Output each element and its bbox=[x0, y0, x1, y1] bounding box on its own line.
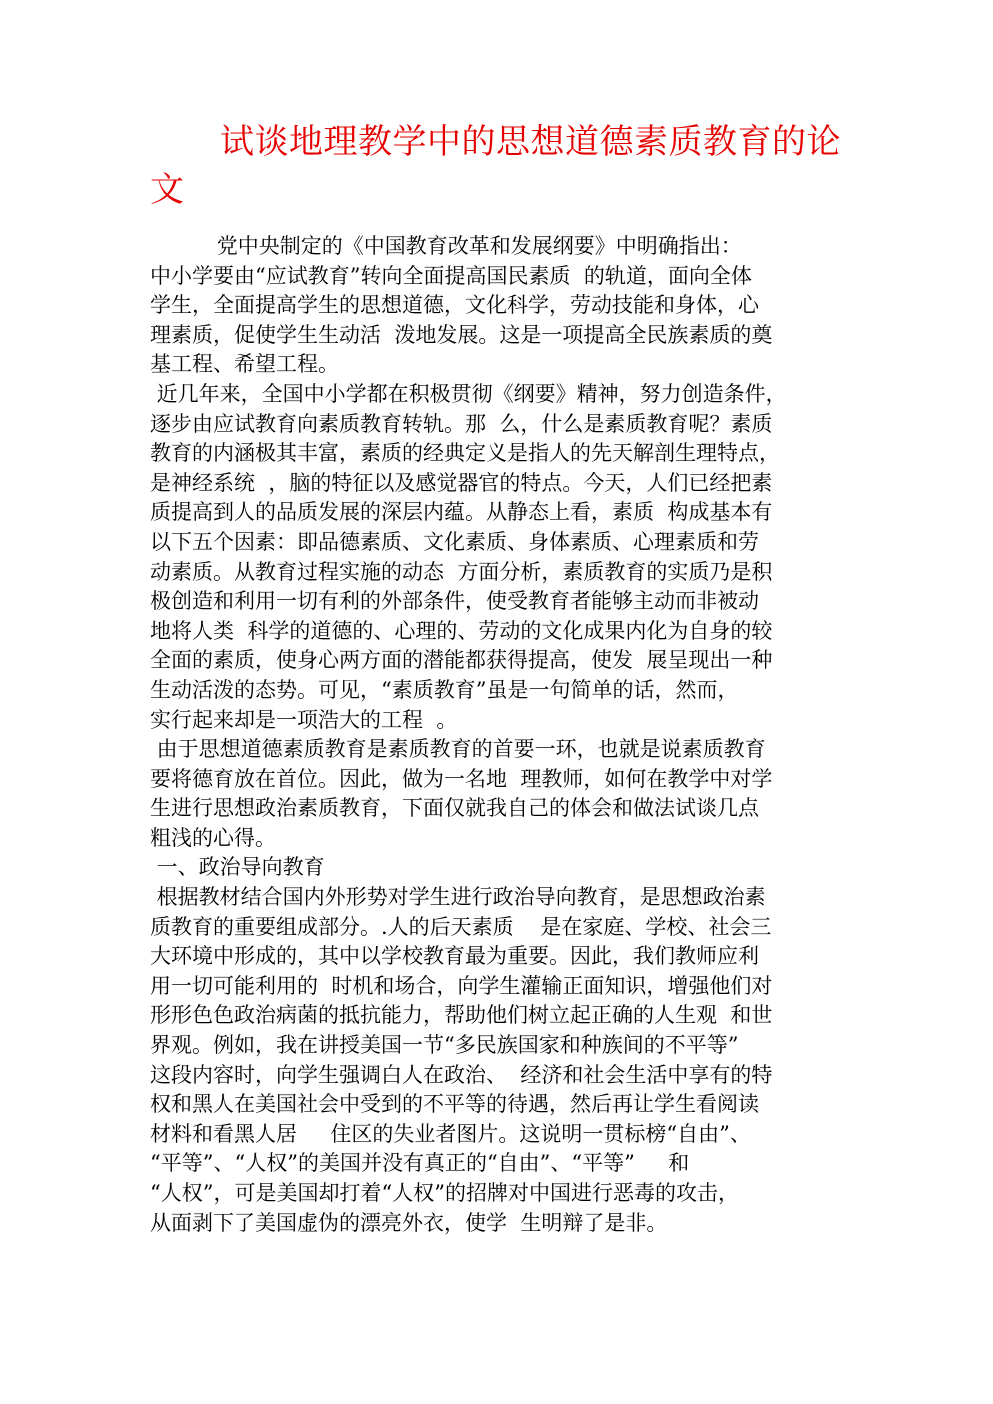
body-line: 质教育的重要组成部分。.人的后天素质 是在家庭、学校、社会三 bbox=[150, 914, 772, 939]
body-line: 以下五个因素：即品德素质、文化素质、身体素质、心理素质和劳 bbox=[150, 529, 759, 554]
body-line: 党中央制定的《中国教育改革和发展纲要》中明确指出： bbox=[150, 234, 742, 258]
body-line: 用一切可能利用的 时机和场合，向学生灌输正面知识，增强他们对 bbox=[150, 973, 773, 998]
body-line: 学生，全面提高学生的思想道德，文化科学，劳动技能和身体，心 bbox=[150, 293, 759, 318]
body-line: “人权”，可是美国却打着“人权”的招牌对中国进行恶毒的攻击， bbox=[150, 1181, 739, 1205]
body-line: 质提高到人的品质发展的深层内蕴。从静态上看，素质 构成基本有 bbox=[150, 500, 773, 525]
body-line: 全面的素质，使身心两方面的潜能都获得提高，使发 展呈现出一种 bbox=[150, 648, 773, 673]
body-line: “平等”、“人权”的美国并没有真正的“自由”、“平等” 和 bbox=[150, 1151, 690, 1176]
body-line: 大环境中形成的，其中以学校教育最为重要。因此，我们教师应利 bbox=[150, 944, 759, 969]
body-line: 一、政治导向教育 bbox=[150, 855, 325, 880]
body-line: 界观。例如，我在讲授美国一节“多民族国家和种族间的不平等” bbox=[150, 1033, 739, 1058]
body-line: 教育的内涵极其丰富，素质的经典定义是指人的先天解剖生理特点， bbox=[150, 441, 780, 466]
body-line: 逐步由应试教育向素质教育转轨。那 么，什么是素质教育呢？素质 bbox=[150, 411, 773, 436]
body-line: 粗浅的心得。 bbox=[150, 825, 276, 850]
body-line: 权和黑人在美国社会中受到的不平等的待遇，然后再让学生看阅读 bbox=[150, 1092, 759, 1117]
body-line: 根据教材结合国内外形势对学生进行政治导向教育，是思想政治素 bbox=[150, 885, 766, 910]
document-title: 试谈地理教学中的思想道德素质教育的论文 bbox=[150, 122, 841, 210]
body-line: 这段内容时，向学生强调白人在政治、 经济和社会生活中享有的特 bbox=[150, 1062, 773, 1087]
body-line: 材料和看黑人居 住区的失业者图片。这说明一贯标榜“自由”、 bbox=[150, 1121, 751, 1146]
body-line: 近几年来，全国中小学都在积极贯彻《纲要》精神，努力创造条件， bbox=[150, 381, 787, 406]
body-line: 中小学要由“应试教育”转向全面提高国民素质 的轨道，面向全体 bbox=[150, 263, 752, 288]
body-line: 基工程、希望工程。 bbox=[150, 352, 339, 377]
body-line: 实行起来却是一项浩大的工程 。 bbox=[150, 707, 458, 732]
body-line: 从面剥下了美国虚伪的漂亮外衣，使学 生明辩了是非。 bbox=[150, 1210, 668, 1235]
body-line: 要将德育放在首位。因此，做为一名地 理教师，如何在教学中对学 bbox=[150, 766, 773, 791]
body-line: 是神经系统 ，脑的特征以及感觉器官的特点。今天，人们已经把素 bbox=[150, 470, 773, 495]
body-line: 形形色色政治病菌的抵抗能力，帮助他们树立起正确的人生观 和世 bbox=[150, 1003, 773, 1028]
body-line: 地将人类 科学的道德的、心理的、劳动的文化成果内化为自身的较 bbox=[150, 618, 773, 643]
body-line: 生进行思想政治素质教育，下面仅就我自己的体会和做法试谈几点 bbox=[150, 796, 759, 821]
body-line: 由于思想道德素质教育是素质教育的首要一环，也就是说素质教育 bbox=[150, 737, 766, 762]
body-line: 生动活泼的态势。可见，“素质教育”虽是一句简单的话，然而， bbox=[150, 677, 739, 702]
body-line: 理素质，促使学生生动活 泼地发展。这是一项提高全民族素质的奠 bbox=[150, 322, 773, 347]
document-body bbox=[150, 232, 855, 1238]
body-line: 极创造和利用一切有利的外部条件，使受教育者能够主动而非被动 bbox=[150, 589, 759, 614]
body-line: 动素质。从教育过程实施的动态 方面分析，素质教育的实质乃是积 bbox=[150, 559, 773, 584]
